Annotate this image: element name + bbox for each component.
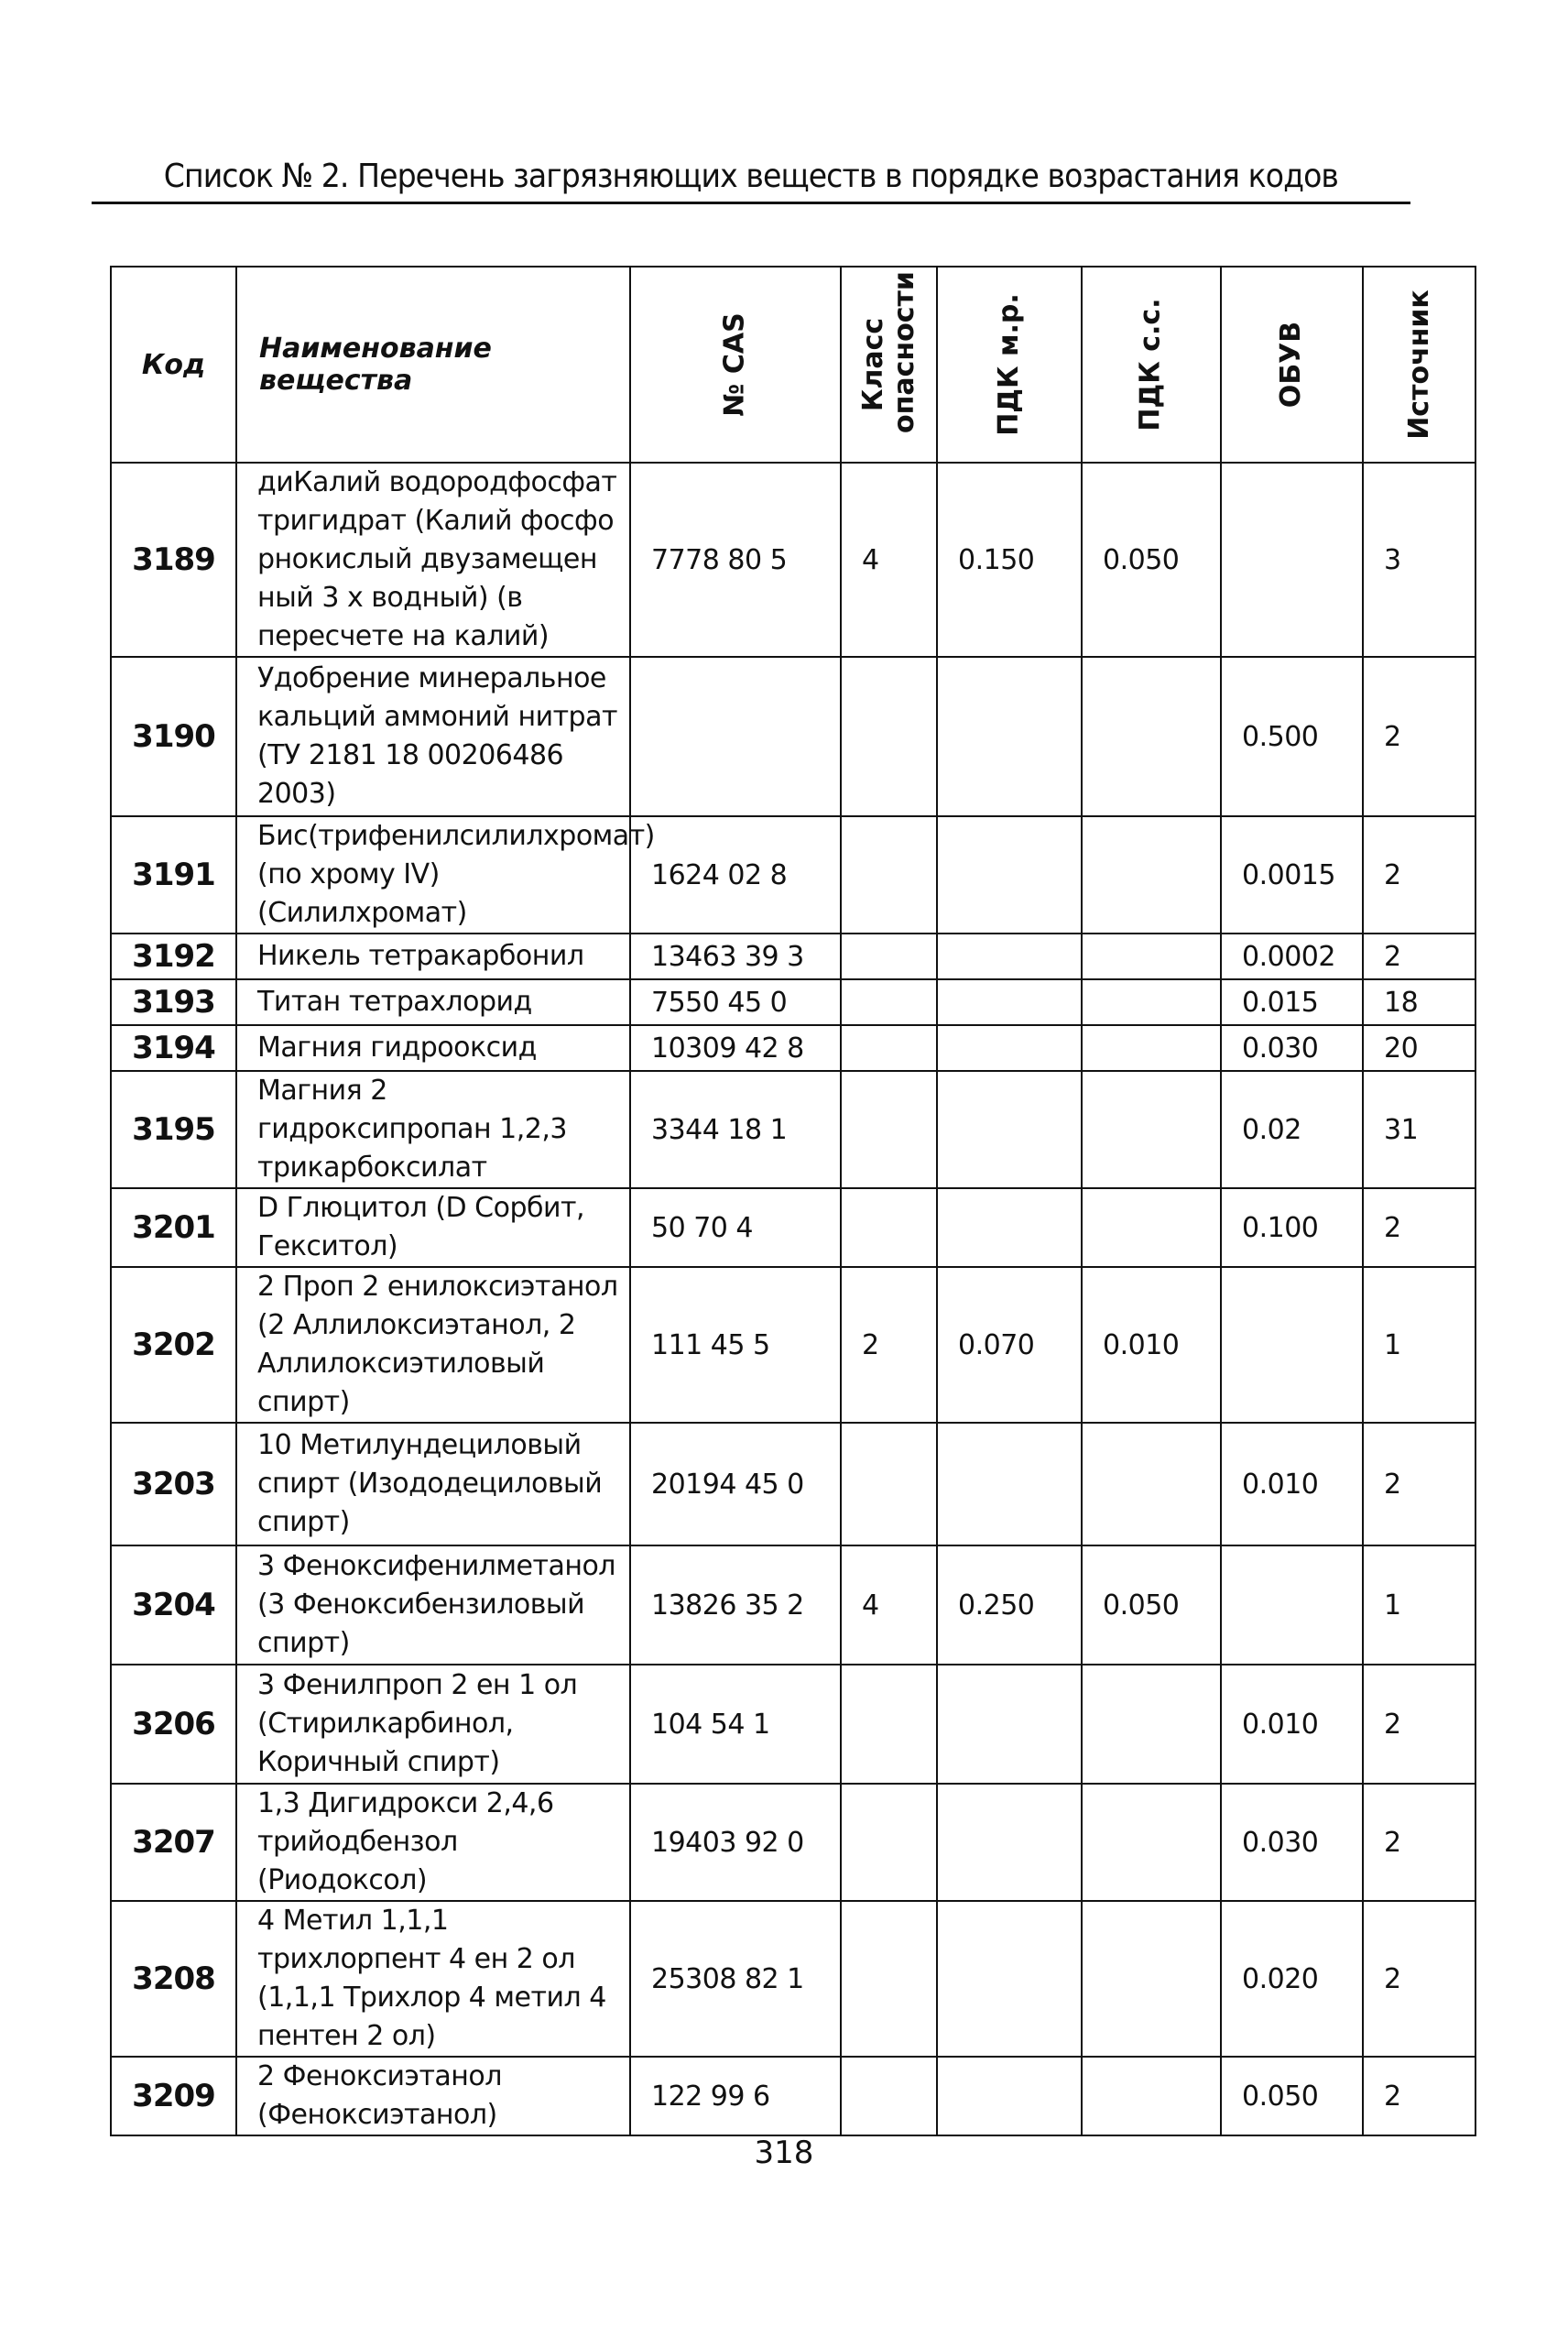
cell-name: Бис(трифенилсилилхромат) (по хрому IV) (Силилхромат) xyxy=(236,816,630,934)
cell-source: 1 xyxy=(1363,1545,1475,1665)
cell-pdk-mr xyxy=(937,1025,1082,1071)
cell-obuv: 0.010 xyxy=(1221,1423,1363,1545)
table-row xyxy=(111,1025,1475,1071)
cell-pdk-mr xyxy=(937,1665,1082,1784)
cell-cas: 122 99 6 xyxy=(630,2057,841,2135)
table-row xyxy=(111,2057,1475,2135)
cell-pdk-ss xyxy=(1082,1025,1221,1071)
cell-cas: 13826 35 2 xyxy=(630,1545,841,1665)
cell-code: 3207 xyxy=(111,1784,236,1901)
column-header-pdk-ss xyxy=(1082,267,1221,463)
cell-pdk-mr xyxy=(937,816,1082,934)
cell-class xyxy=(841,934,937,979)
cell-name: D Глюцитол (D Сорбит, Гекситол) xyxy=(236,1188,630,1267)
cell-pdk-ss xyxy=(1082,1188,1221,1267)
table-row xyxy=(111,1665,1475,1784)
cell-code: 3209 xyxy=(111,2057,236,2135)
column-header-class xyxy=(841,267,937,463)
cell-cas: 20194 45 0 xyxy=(630,1423,841,1545)
cell-pdk-ss xyxy=(1082,934,1221,979)
table-row xyxy=(111,1545,1475,1665)
cell-obuv: 0.030 xyxy=(1221,1025,1363,1071)
cell-name: 3 Фенилпроп 2 ен 1 ол (Стирилкарбинол, Коричный спирт) xyxy=(236,1665,630,1784)
column-header-source-label: Источник xyxy=(1402,289,1435,440)
cell-code: 3190 xyxy=(111,657,236,816)
cell-code: 3206 xyxy=(111,1665,236,1784)
cell-name: Титан тетрахлорид xyxy=(236,979,630,1025)
cell-pdk-mr xyxy=(937,1071,1082,1188)
column-header-source xyxy=(1363,267,1475,463)
cell-pdk-ss: 0.010 xyxy=(1082,1267,1221,1423)
cell-obuv xyxy=(1221,1545,1363,1665)
table-row xyxy=(111,657,1475,816)
cell-cas: 13463 39 3 xyxy=(630,934,841,979)
cell-pdk-mr: 0.250 xyxy=(937,1545,1082,1665)
cell-source: 3 xyxy=(1363,463,1475,657)
cell-cas: 7778 80 5 xyxy=(630,463,841,657)
cell-source: 2 xyxy=(1363,1665,1475,1784)
cell-cas: 10309 42 8 xyxy=(630,1025,841,1071)
cell-name: диКалий водородфосфат тригидрат (Калий фосфо рнокислый двузамещен ный 3 х водный) (в пересчете на калий) xyxy=(236,463,630,657)
column-header-obuv-label: ОБУВ xyxy=(1275,321,1308,409)
cell-class xyxy=(841,1901,937,2057)
cell-class xyxy=(841,816,937,934)
cell-pdk-mr xyxy=(937,1423,1082,1545)
cell-cas: 104 54 1 xyxy=(630,1665,841,1784)
cell-obuv: 0.030 xyxy=(1221,1784,1363,1901)
table-row xyxy=(111,934,1475,979)
cell-pdk-mr xyxy=(937,1188,1082,1267)
cell-name: 10 Метилундециловый спирт (Изододециловый спирт) xyxy=(236,1423,630,1545)
cell-code: 3203 xyxy=(111,1423,236,1545)
cell-pdk-mr xyxy=(937,1784,1082,1901)
cell-obuv: 0.015 xyxy=(1221,979,1363,1025)
cell-code: 3208 xyxy=(111,1901,236,2057)
column-header-cas-label: № CAS xyxy=(718,312,751,417)
cell-source: 2 xyxy=(1363,934,1475,979)
substances-table xyxy=(110,266,1476,2136)
cell-pdk-mr xyxy=(937,1901,1082,2057)
column-header-code: Код xyxy=(111,267,236,463)
table-row xyxy=(111,1784,1475,1901)
cell-source: 2 xyxy=(1363,1784,1475,1901)
table-row xyxy=(111,816,1475,934)
cell-name: 4 Метил 1,1,1 трихлорпент 4 ен 2 ол (1,1,1 Трихлор 4 метил 4 пентен 2 ол) xyxy=(236,1901,630,2057)
cell-pdk-ss xyxy=(1082,1784,1221,1901)
cell-pdk-mr: 0.070 xyxy=(937,1267,1082,1423)
cell-pdk-ss xyxy=(1082,1901,1221,2057)
cell-obuv: 0.0015 xyxy=(1221,816,1363,934)
cell-source: 2 xyxy=(1363,2057,1475,2135)
table-row xyxy=(111,1901,1475,2057)
cell-name: 3 Феноксифенилметанол (3 Феноксибензиловый спирт) xyxy=(236,1545,630,1665)
cell-obuv: 0.020 xyxy=(1221,1901,1363,2057)
cell-pdk-mr xyxy=(937,979,1082,1025)
cell-source: 2 xyxy=(1363,1188,1475,1267)
cell-class xyxy=(841,1071,937,1188)
cell-class: 2 xyxy=(841,1267,937,1423)
column-header-pdk-ss-label: ПДК с.с. xyxy=(1135,298,1167,431)
column-header-obuv xyxy=(1221,267,1363,463)
cell-name: Удобрение минеральное кальций аммоний нитрат (ТУ 2181 18 00206486 2003) xyxy=(236,657,630,816)
column-header-pdk-mr xyxy=(937,267,1082,463)
column-header-name: Наименование вещества xyxy=(236,267,630,463)
cell-obuv: 0.500 xyxy=(1221,657,1363,816)
cell-source: 31 xyxy=(1363,1071,1475,1188)
cell-name: 1,3 Дигидрокси 2,4,6 трийодбензол (Риодоксол) xyxy=(236,1784,630,1901)
cell-pdk-ss xyxy=(1082,816,1221,934)
cell-code: 3192 xyxy=(111,934,236,979)
table-row xyxy=(111,1188,1475,1267)
cell-pdk-ss xyxy=(1082,2057,1221,2135)
cell-code: 3194 xyxy=(111,1025,236,1071)
table-row xyxy=(111,1267,1475,1423)
cell-obuv: 0.02 xyxy=(1221,1071,1363,1188)
cell-class xyxy=(841,979,937,1025)
cell-obuv: 0.050 xyxy=(1221,2057,1363,2135)
cell-pdk-ss xyxy=(1082,1423,1221,1545)
cell-class xyxy=(841,1188,937,1267)
table-row xyxy=(111,1071,1475,1188)
cell-source: 2 xyxy=(1363,657,1475,816)
cell-source: 2 xyxy=(1363,1901,1475,2057)
cell-cas xyxy=(630,657,841,816)
cell-class xyxy=(841,1423,937,1545)
cell-obuv xyxy=(1221,1267,1363,1423)
cell-source: 1 xyxy=(1363,1267,1475,1423)
cell-class xyxy=(841,657,937,816)
cell-pdk-ss xyxy=(1082,1665,1221,1784)
cell-pdk-ss xyxy=(1082,979,1221,1025)
table-row xyxy=(111,979,1475,1025)
column-header-cas xyxy=(630,267,841,463)
cell-name: 2 Феноксиэтанол (Феноксиэтанол) xyxy=(236,2057,630,2135)
page-number: 318 xyxy=(754,2135,814,2171)
cell-class: 4 xyxy=(841,1545,937,1665)
cell-pdk-mr xyxy=(937,2057,1082,2135)
page-title: Список № 2. Перечень загрязняющих веществ в порядке возрастания кодов xyxy=(163,158,1339,195)
cell-pdk-ss: 0.050 xyxy=(1082,1545,1221,1665)
cell-name: Магния гидрооксид xyxy=(236,1025,630,1071)
cell-cas: 111 45 5 xyxy=(630,1267,841,1423)
column-header-class-label: Класс опасности xyxy=(856,271,920,433)
cell-cas: 19403 92 0 xyxy=(630,1784,841,1901)
cell-code: 3189 xyxy=(111,463,236,657)
cell-class xyxy=(841,1665,937,1784)
cell-code: 3193 xyxy=(111,979,236,1025)
table-header-row xyxy=(111,267,1475,463)
cell-obuv xyxy=(1221,463,1363,657)
cell-pdk-ss xyxy=(1082,1071,1221,1188)
table-row xyxy=(111,1423,1475,1545)
cell-cas: 7550 45 0 xyxy=(630,979,841,1025)
cell-source: 18 xyxy=(1363,979,1475,1025)
cell-pdk-mr: 0.150 xyxy=(937,463,1082,657)
cell-pdk-ss: 0.050 xyxy=(1082,463,1221,657)
cell-cas: 50 70 4 xyxy=(630,1188,841,1267)
cell-class xyxy=(841,2057,937,2135)
cell-source: 2 xyxy=(1363,816,1475,934)
table-row xyxy=(111,463,1475,657)
cell-cas: 25308 82 1 xyxy=(630,1901,841,2057)
cell-cas: 1624 02 8 xyxy=(630,816,841,934)
cell-name: 2 Проп 2 енилоксиэтанол (2 Аллилоксиэтанол, 2 Аллилоксиэтиловый спирт) xyxy=(236,1267,630,1423)
column-header-pdk-mr-label: ПДК м.р. xyxy=(993,293,1025,436)
cell-name: Никель тетракарбонил xyxy=(236,934,630,979)
cell-code: 3191 xyxy=(111,816,236,934)
page-header xyxy=(92,156,1410,204)
cell-obuv: 0.010 xyxy=(1221,1665,1363,1784)
cell-pdk-mr xyxy=(937,934,1082,979)
cell-name: Магния 2 гидроксипропан 1,2,3 трикарбоксилат xyxy=(236,1071,630,1188)
cell-class xyxy=(841,1025,937,1071)
cell-code: 3195 xyxy=(111,1071,236,1188)
cell-code: 3204 xyxy=(111,1545,236,1665)
cell-class xyxy=(841,1784,937,1901)
cell-source: 2 xyxy=(1363,1423,1475,1545)
cell-obuv: 0.0002 xyxy=(1221,934,1363,979)
table-body xyxy=(111,463,1475,2135)
cell-pdk-ss xyxy=(1082,657,1221,816)
cell-code: 3202 xyxy=(111,1267,236,1423)
cell-obuv: 0.100 xyxy=(1221,1188,1363,1267)
cell-pdk-mr xyxy=(937,657,1082,816)
cell-class: 4 xyxy=(841,463,937,657)
cell-source: 20 xyxy=(1363,1025,1475,1071)
cell-code: 3201 xyxy=(111,1188,236,1267)
cell-cas: 3344 18 1 xyxy=(630,1071,841,1188)
